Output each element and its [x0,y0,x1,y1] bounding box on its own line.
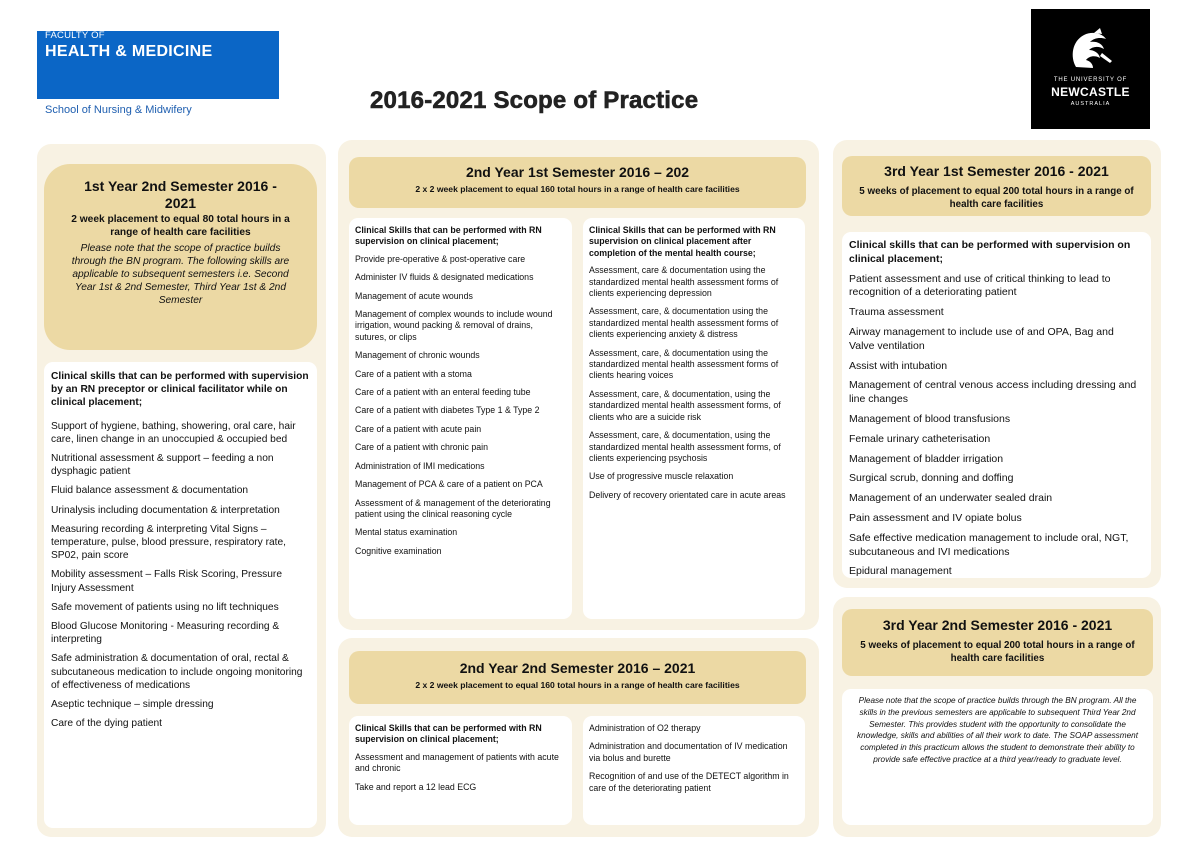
list-item: Care of a patient with acute pain [355,423,482,434]
university-logo [1031,9,1150,129]
list-item: Administration and documentation of IV medication via bolus and burette [589,741,788,763]
list-item: Management of blood transfusions [849,412,1011,425]
faculty-label: FACULTY OF [45,30,105,41]
skills-box-y2s1-right [583,218,805,619]
list-item: Care of the dying patient [51,718,163,730]
list-item: Assessment and management of patients with acute and chronic [355,751,559,774]
list-item: Cognitive examination [355,545,442,556]
title-y1s2-line2: 2021 [164,195,197,211]
header-y3s2 [842,609,1153,676]
skills-box-y2s1-left [349,218,572,619]
list-item: Airway management to include use of and OPA, Bag and Valve ventilation [849,325,1114,352]
list-item: Assessment, care, & documentation using the standardized mental health assessment forms of clients hearing voices [589,347,779,381]
list-item: Support of hygiene, bathing, showering, oral care, hair care, linen change in an unoccupied & occupied bed [51,420,296,445]
title-y2s1: 2nd Year 1st Semester 2016 – 202 [465,164,690,180]
header-y2s2 [349,651,806,704]
logo-text-line1: THE UNIVERSITY OF [1053,77,1128,83]
skills-label-y3s1: Clinical skills that can be performed with supervision on clinical placement; [849,239,1131,265]
list-item: Surgical scrub, donning and doffing [849,472,1014,485]
list-item: Administration of O2 therapy [589,723,701,733]
faculty-name: HEALTH & MEDICINE [45,43,213,60]
title-y2s2: 2nd Year 2nd Semester 2016 – 2021 [459,660,696,676]
placement-y3s2: 5 weeks of placement to equal 200 total hours in a range of health care facilities [860,640,1135,664]
list-item: Assessment, care, & documentation, using the standardized mental health assessment forms, of clients who are a suicide risk [589,388,781,422]
skills-label-y2s2: Clinical Skills that can be performed with RN supervision on clinical placement; [355,723,542,745]
list-item: Pain assessment and IV opiate bolus [849,511,1022,524]
list-item: Patient assessment and use of critical thinking to lead to recognition of a deteriorating patient [849,272,1111,299]
list-item: Mobility assessment – Falls Risk Scoring, Pressure Injury Assessment [51,569,282,594]
list-item: Management of complex wounds to include wound irrigation, wound packing & removal of drains, sutures, or clips [355,309,553,342]
list-item: Fluid balance assessment & documentation [51,485,249,497]
skills-box-y1s2 [44,362,317,828]
list-item: Assist with intubation [849,359,948,372]
note-y1s2: Please note that the scope of practice builds through the BN program. The following skills are applicable to subsequent semesters i.e. Second Year 1st & 2nd Semester, Third Year 1st & 2nd Semester [71,243,290,306]
placement-y2s1: 2 x 2 week placement to equal 160 total hours in a range of health care facilities [415,184,740,194]
list-item: Assessment, care, & documentation using the standardized mental health assessment forms of clients experiencing anxiety & distress [589,306,779,340]
title-y3s1: 3rd Year 1st Semester 2016 - 2021 [884,163,1109,179]
list-item: Administration of IMI medications [355,460,485,471]
list-item: Provide pre-operative & post-operative care [355,253,526,264]
page-title: 2016-2021 Scope of Practice [370,87,699,114]
list-item: Assessment, care & documentation using the standardized mental health assessment forms of clients experiencing depression [589,265,779,299]
list-item: Aseptic technique – simple dressing [51,699,214,711]
list-item: Safe administration & documentation of oral, rectal & subcutaneous medication to include ongoing monitoring of effectiveness of medications [51,653,303,691]
list-item: Take and report a 12 lead ECG [355,781,477,792]
skills-label-y2s1-left: Clinical Skills that can be performed with RN supervision on clinical placement; [355,225,542,247]
list-item: Safe effective medication management to include oral, NGT, subcutaneous and IVI medications [849,531,1129,558]
skills-label-y1s2: Clinical skills that can be performed with supervision by an RN preceptor or clinical facilitator while on clinical placement; [51,371,309,409]
list-item: Management of an underwater sealed drain [849,492,1053,505]
faculty-banner [37,31,279,99]
list-item: Management of central venous access including dressing and line changes [849,379,1137,406]
list-item: Assessment, care, & documentation, using the standardized mental health assessment forms, of clients experiencing psychosis [589,430,781,463]
list-item: Use of progressive muscle relaxation [589,471,734,482]
list-item: Administer IV fluids & designated medications [355,272,534,283]
title-y3s2: 3rd Year 2nd Semester 2016 - 2021 [882,617,1113,633]
list-item: Epidural management [849,565,952,578]
placement-y1s2: 2 week placement to equal 80 total hours in a range of health care facilities [71,214,290,238]
list-item: Management of bladder irrigation [849,452,1004,465]
list-item: Management of acute wounds [355,290,473,301]
list-item: Blood Glucose Monitoring - Measuring recording & interpreting [51,621,280,646]
list-item: Recognition of and use of the DETECT algorithm in care of the deteriorating patient [589,771,789,793]
list-item: Care of a patient with chronic pain [355,442,489,453]
school-name: School of Nursing & Midwifery [45,104,192,116]
list-item: Safe movement of patients using no lift techniques [51,601,279,613]
logo-text-line2: NEWCASTLE [1051,85,1130,99]
list-item: Measuring recording & interpreting Vital Signs – temperature, pulse, blood pressure, respiratory rate, SP02, pain score [51,523,286,562]
list-item: Nutritional assessment & support – feeding a non dysphagic patient [51,453,274,478]
logo-text-line3: AUSTRALIA [1070,101,1111,107]
skills-box-y2s2-right [583,716,805,825]
list-item: Care of a patient with a stoma [355,368,472,379]
list-item: Care of a patient with an enteral feeding tube [355,387,531,398]
note-y3s2: Please note that the scope of practice builds through the BN program. All the skills in the previous semesters are applicable to subsequent Third Year 2nd Semester. This provides student with the opportunity to consolidate the knowledge, skills and abilities of all their work to date. The SOAP assessment completed in this practicum allows the student to demonstrate their ability to provide safe effective practice at a third year/ready to graduate level. [857,696,1138,764]
skills-label-y2s1-right: Clinical Skills that can be performed with RN supervision on clinical placement after completion of the mental health course; [589,225,776,258]
list-item: Management of chronic wounds [355,350,480,361]
list-item: Management of PCA & care of a patient on PCA [355,479,543,490]
list-item: Urinalysis including documentation & interpretation [51,504,280,516]
note-box-y3s2 [842,689,1153,825]
list-item: Trauma assessment [849,306,944,319]
list-item: Care of a patient with diabetes Type 1 & Type 2 [355,405,540,416]
university-crest-icon [1066,27,1116,73]
skills-box-y2s2-left [349,716,572,825]
skills-box-y3s1 [842,232,1151,578]
header-y1s2 [44,164,317,350]
list-item: Female urinary catheterisation [849,432,991,445]
title-y1s2-line1: 1st Year 2nd Semester 2016 - [84,178,277,194]
list-item: Delivery of recovery orientated care in acute areas [589,489,786,500]
header-y2s1 [349,157,806,208]
placement-y2s2: 2 x 2 week placement to equal 160 total hours in a range of health care facilities [415,680,740,690]
placement-y3s1: 5 weeks of placement to equal 200 total hours in a range of health care facilities [859,186,1134,210]
list-item: Mental status examination [355,527,458,538]
header-y3s1 [842,156,1151,216]
list-item: Assessment of & management of the deteriorating patient using the clinical reasoning cycle [355,497,551,519]
